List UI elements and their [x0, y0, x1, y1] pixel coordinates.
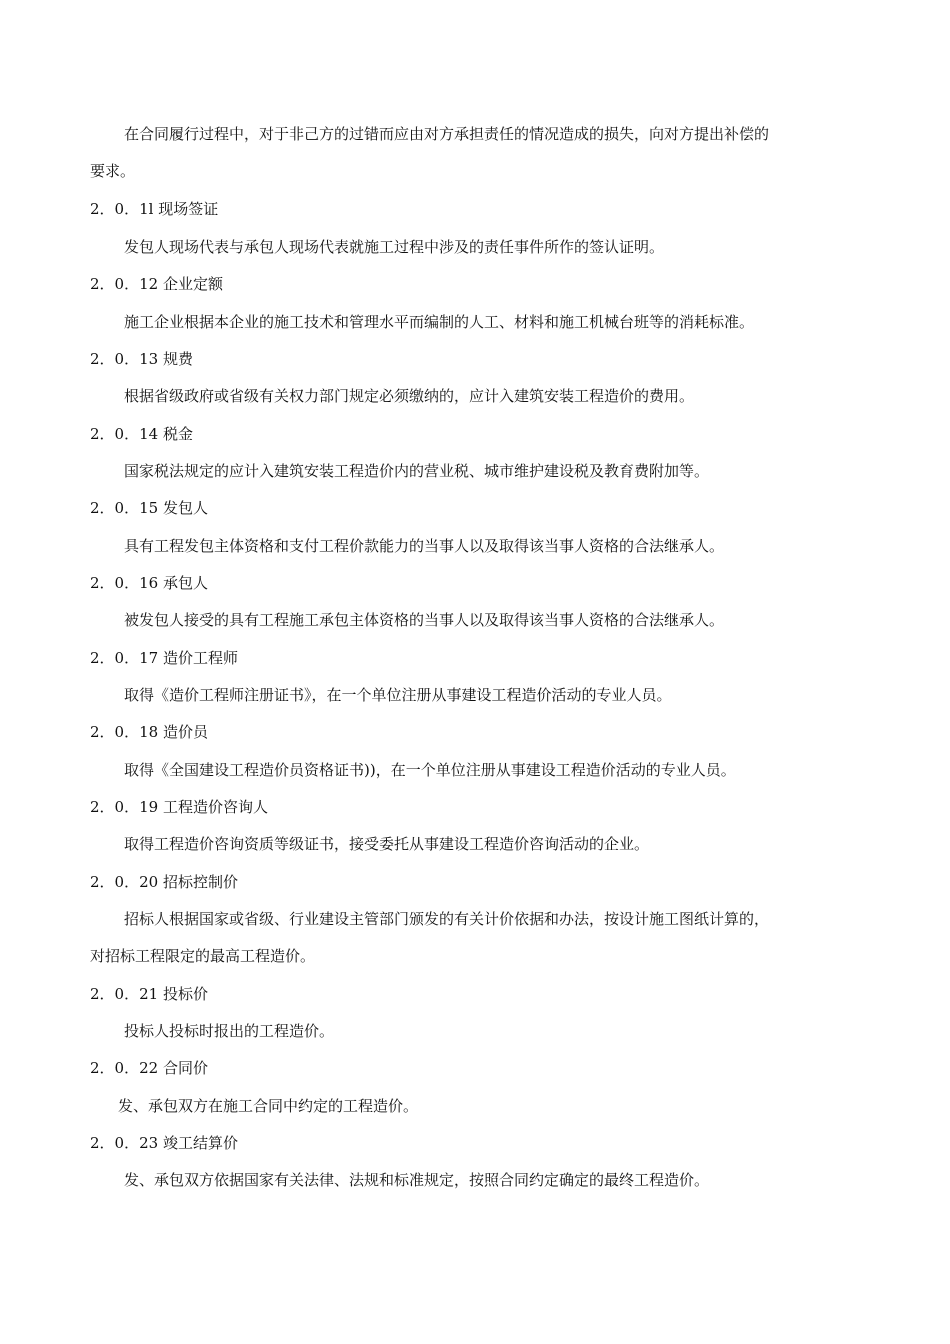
- section-text-13: 根据省级政府或省级有关权力部门规定必须缴纳的，应计入建筑安装工程造价的费用。: [124, 387, 695, 405]
- section-text-22: 发、承包双方在施工合同中约定的工程造价。: [118, 1097, 419, 1115]
- section-heading-14: 2．0．14 税金: [90, 425, 193, 443]
- section-heading-15: 2．0．15 发包人: [90, 499, 208, 517]
- section-text-11: 发包人现场代表与承包人现场代表就施工过程中涉及的责任事件所作的签认证明。: [124, 238, 665, 256]
- section-text-16: 被发包人接受的具有工程施工承包主体资格的当事人以及取得该当事人资格的合法继承人。: [124, 611, 725, 629]
- section-heading-20: 2．0．20 招标控制价: [90, 873, 238, 891]
- section-text-17: 取得《造价工程师注册证书》，在一个单位注册从事建设工程造价活动的专业人员。: [124, 686, 672, 704]
- intro-line-1: 在合同履行过程中，对于非己方的过错而应由对方承担责任的情况造成的损失，向对方提出补偿的: [124, 125, 770, 143]
- section-heading-16: 2．0．16 承包人: [90, 574, 208, 592]
- section-heading-21: 2．0．21 投标价: [90, 985, 208, 1003]
- intro-line-2: 要求。: [90, 162, 136, 180]
- section-heading-23: 2．0．23 竣工结算价: [90, 1134, 238, 1152]
- section-text-21: 投标人投标时报出的工程造价。: [124, 1022, 335, 1040]
- section-heading-13: 2．0．13 规费: [90, 350, 193, 368]
- section-heading-22: 2．0．22 合同价: [90, 1059, 208, 1077]
- section-text-12: 施工企业根据本企业的施工技术和管理水平而编制的人工、材料和施工机械台班等的消耗标准。: [124, 313, 755, 331]
- section-text-15: 具有工程发包主体资格和支付工程价款能力的当事人以及取得该当事人资格的合法继承人。: [124, 537, 725, 555]
- section-text-20: 招标人根据国家或省级、行业建设主管部门颁发的有关计价依据和办法，按设计施工图纸计算的，: [124, 910, 770, 928]
- section-heading-19: 2．0．19 工程造价咨询人: [90, 798, 268, 816]
- section-heading-18: 2．0．18 造价员: [90, 723, 208, 741]
- section-text-19: 取得工程造价咨询资质等级证书，接受委托从事建设工程造价咨询活动的企业。: [124, 835, 650, 853]
- section-text-18: 取得《全国建设工程造价员资格证书))，在一个单位注册从事建设工程造价活动的专业人员。: [124, 761, 736, 779]
- section-text-23: 发、承包双方依据国家有关法律、法规和标准规定，按照合同约定确定的最终工程造价。: [124, 1171, 710, 1189]
- section-text-20-cont: 对招标工程限定的最高工程造价。: [90, 947, 316, 965]
- section-heading-12: 2．0．12 企业定额: [90, 275, 223, 293]
- section-heading-17: 2．0．17 造价工程师: [90, 649, 238, 667]
- section-text-14: 国家税法规定的应计入建筑安装工程造价内的营业税、城市维护建设税及教育费附加等。: [124, 462, 710, 480]
- section-heading-11: 2．0．1l 现场签证: [90, 200, 219, 218]
